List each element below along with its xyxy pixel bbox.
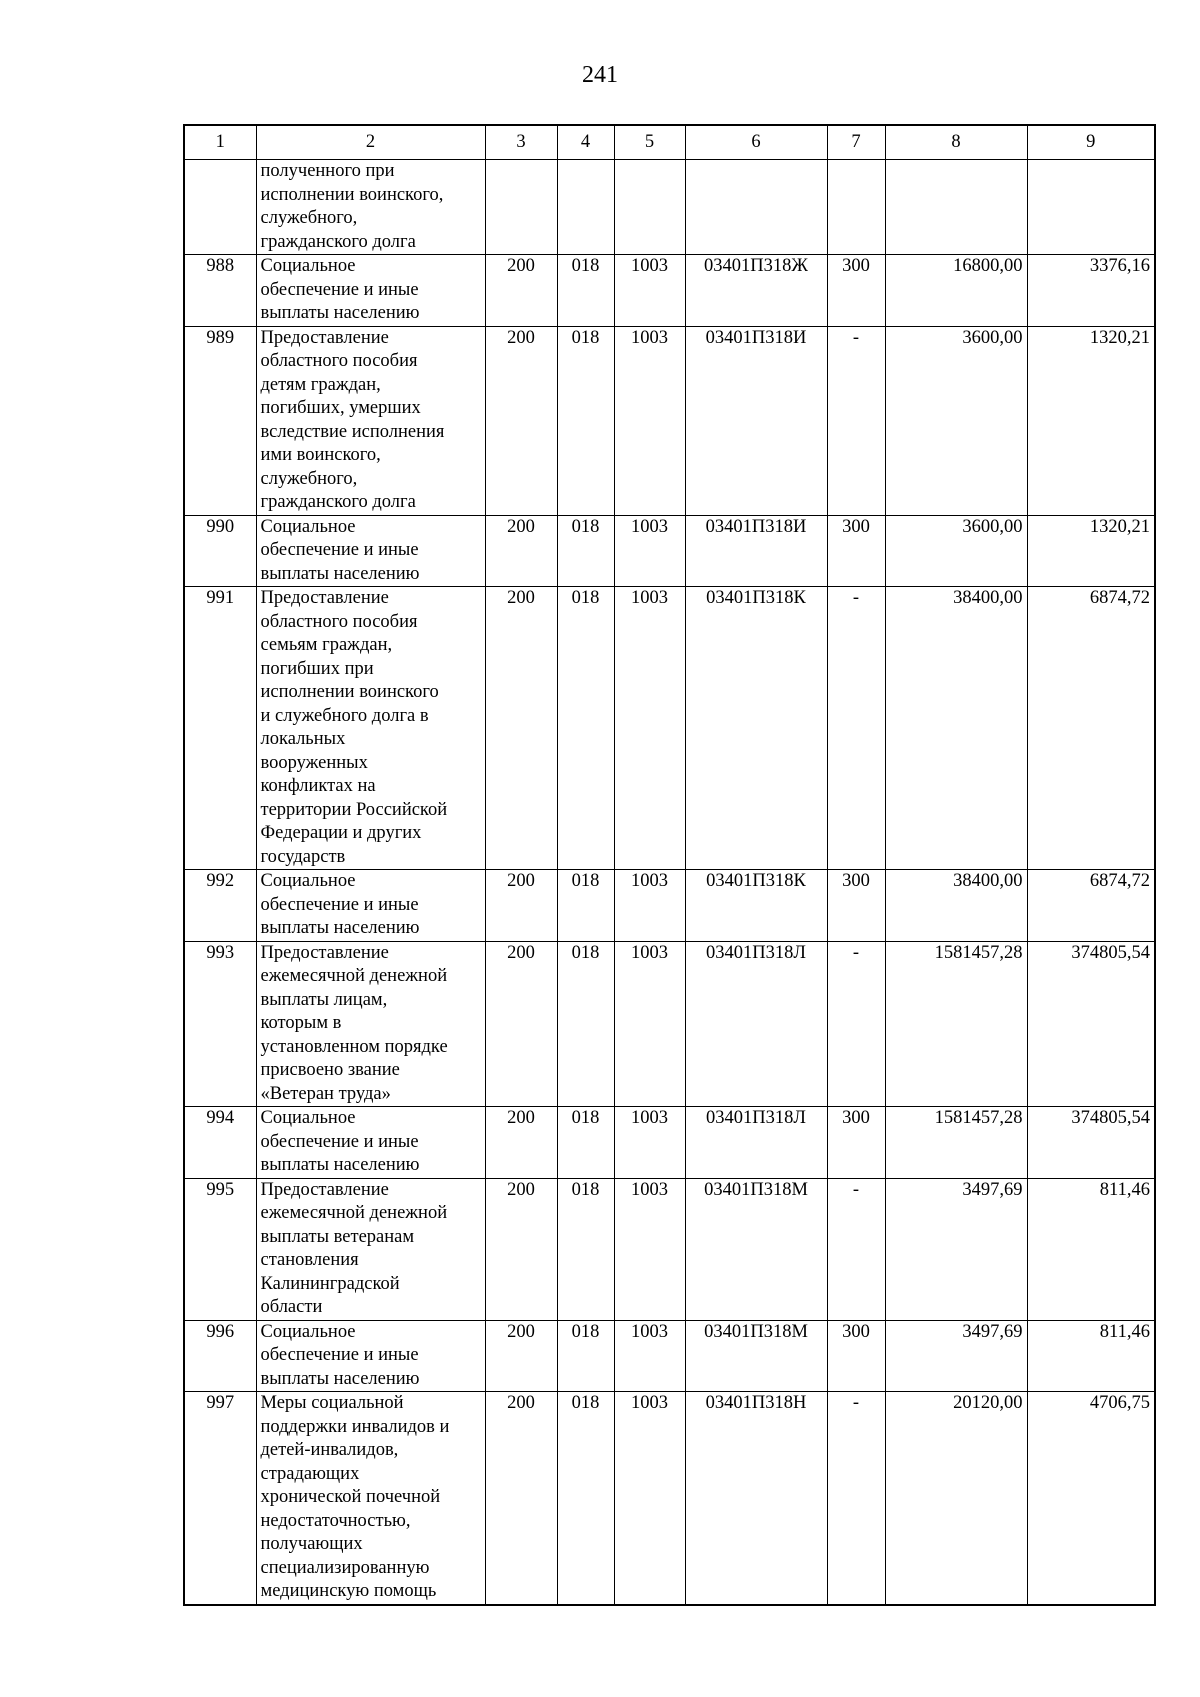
cell-target-code: 03401П318И bbox=[685, 326, 827, 515]
description-line: семьям граждан, bbox=[260, 635, 393, 655]
cell-col3: 200 bbox=[485, 515, 557, 587]
description-line: Социальное bbox=[260, 1108, 356, 1128]
description-line: которым в bbox=[260, 1013, 342, 1033]
description-line: выплаты ветеранам bbox=[260, 1226, 415, 1247]
description-line: Социальное bbox=[260, 516, 356, 537]
cell-executed-amount: 3376,16 bbox=[1027, 255, 1155, 327]
cell-col7: 300 bbox=[827, 870, 885, 942]
table-header bbox=[184, 125, 1155, 160]
cell-col7: - bbox=[827, 941, 885, 1107]
description-line: выплаты населению bbox=[260, 918, 420, 938]
cell-executed-amount: 1320,21 bbox=[1027, 515, 1155, 587]
description-line: погибших при bbox=[260, 658, 374, 679]
table-row bbox=[184, 326, 1155, 515]
cell-col4: 018 bbox=[557, 941, 614, 1107]
cell-col4: 018 bbox=[557, 587, 614, 870]
row-description bbox=[256, 1320, 485, 1392]
cell-col3: 200 bbox=[485, 1320, 557, 1392]
budget-table bbox=[183, 124, 1156, 1606]
description-line: обеспечение и иные bbox=[260, 540, 419, 560]
description-line: локальных bbox=[260, 729, 346, 749]
cell-executed-amount: 1320,21 bbox=[1027, 326, 1155, 515]
row-description bbox=[256, 870, 485, 942]
cell-col3: 200 bbox=[485, 255, 557, 327]
description-line: присвоено звание bbox=[260, 1060, 400, 1080]
description-line: специализированную bbox=[260, 1557, 430, 1578]
description-line: получающих bbox=[260, 1534, 363, 1554]
row-description bbox=[256, 1107, 485, 1179]
table-body bbox=[184, 160, 1155, 1605]
table-row bbox=[184, 870, 1155, 942]
cell-col3: 200 bbox=[485, 1392, 557, 1605]
cell-col7: - bbox=[827, 326, 885, 515]
description-line: областного пособия bbox=[260, 611, 418, 632]
cell-plan-amount: 38400,00 bbox=[885, 587, 1027, 870]
row-number: 990 bbox=[184, 515, 256, 587]
cell-col5: 1003 bbox=[614, 1320, 685, 1392]
column-header-7: 7 bbox=[827, 125, 885, 160]
description-line: недостаточностью, bbox=[260, 1510, 411, 1531]
description-line: и служебного долга в bbox=[260, 705, 429, 726]
cell-col5 bbox=[614, 160, 685, 255]
cell-target-code: 03401П318Л bbox=[685, 941, 827, 1107]
description-line: выплаты населению bbox=[260, 1368, 420, 1389]
row-number: 994 bbox=[184, 1107, 256, 1179]
cell-target-code: 03401П318К bbox=[685, 870, 827, 942]
cell-target-code: 03401П318К bbox=[685, 587, 827, 870]
row-description bbox=[256, 515, 485, 587]
cell-plan-amount: 20120,00 bbox=[885, 1392, 1027, 1605]
table-row bbox=[184, 255, 1155, 327]
row-description bbox=[256, 160, 485, 255]
cell-plan-amount: 16800,00 bbox=[885, 255, 1027, 327]
description-line: Калининградской bbox=[260, 1273, 400, 1294]
cell-col7: 300 bbox=[827, 515, 885, 587]
cell-col4: 018 bbox=[557, 515, 614, 587]
cell-col4: 018 bbox=[557, 326, 614, 515]
table-row bbox=[184, 515, 1155, 587]
cell-target-code: 03401П318Ж bbox=[685, 255, 827, 327]
cell-col7: - bbox=[827, 587, 885, 870]
cell-col5: 1003 bbox=[614, 515, 685, 587]
row-number: 989 bbox=[184, 326, 256, 515]
description-line: страдающих bbox=[260, 1463, 360, 1484]
cell-plan-amount: 3600,00 bbox=[885, 326, 1027, 515]
description-line: хронической почечной bbox=[260, 1487, 441, 1507]
column-header-4: 4 bbox=[557, 125, 614, 160]
cell-plan-amount: 3497,69 bbox=[885, 1178, 1027, 1320]
column-header-1: 1 bbox=[184, 125, 256, 160]
description-line: вследствие исполнения bbox=[260, 421, 445, 442]
row-number: 988 bbox=[184, 255, 256, 327]
description-line: территории Российской bbox=[260, 799, 448, 820]
cell-executed-amount: 4706,75 bbox=[1027, 1392, 1155, 1605]
description-line: исполнении воинского bbox=[260, 682, 439, 702]
cell-col5: 1003 bbox=[614, 941, 685, 1107]
column-header-3: 3 bbox=[485, 125, 557, 160]
cell-target-code: 03401П318И bbox=[685, 515, 827, 587]
cell-col4: 018 bbox=[557, 1107, 614, 1179]
description-line: обеспечение и иные bbox=[260, 894, 419, 915]
cell-target-code bbox=[685, 160, 827, 255]
description-line: Социальное bbox=[260, 871, 356, 891]
description-line: вооруженных bbox=[260, 752, 368, 773]
cell-col5: 1003 bbox=[614, 1392, 685, 1605]
cell-plan-amount: 38400,00 bbox=[885, 870, 1027, 942]
description-line: «Ветеран труда» bbox=[260, 1083, 391, 1104]
cell-col5: 1003 bbox=[614, 1178, 685, 1320]
description-line: поддержки инвалидов и bbox=[260, 1416, 450, 1437]
description-line: выплаты населению bbox=[260, 1155, 420, 1175]
description-line: обеспечение и иные bbox=[260, 1131, 419, 1152]
row-number: 996 bbox=[184, 1320, 256, 1392]
cell-plan-amount: 1581457,28 bbox=[885, 1107, 1027, 1179]
cell-executed-amount: 374805,54 bbox=[1027, 941, 1155, 1107]
description-line: ими воинского, bbox=[260, 445, 381, 465]
table-row bbox=[184, 941, 1155, 1107]
description-line: Предоставление bbox=[260, 1179, 389, 1200]
row-number bbox=[184, 160, 256, 255]
cell-col7: - bbox=[827, 1392, 885, 1605]
row-description bbox=[256, 326, 485, 515]
description-line: областного пособия bbox=[260, 351, 418, 371]
cell-executed-amount: 811,46 bbox=[1027, 1178, 1155, 1320]
table-row bbox=[184, 587, 1155, 870]
table-row bbox=[184, 1392, 1155, 1605]
cell-plan-amount: 1581457,28 bbox=[885, 941, 1027, 1107]
description-line: Социальное bbox=[260, 1321, 356, 1342]
page-number: 241 bbox=[582, 62, 618, 88]
description-line: служебного, bbox=[260, 208, 358, 228]
description-line: исполнении воинского, bbox=[260, 184, 444, 205]
row-number: 992 bbox=[184, 870, 256, 942]
description-line: становления bbox=[260, 1250, 359, 1270]
cell-executed-amount bbox=[1027, 160, 1155, 255]
row-description bbox=[256, 1392, 485, 1605]
description-line: государств bbox=[260, 846, 346, 867]
description-line: детей-инвалидов, bbox=[260, 1440, 399, 1460]
description-line: Меры социальной bbox=[260, 1393, 404, 1413]
cell-plan-amount bbox=[885, 160, 1027, 255]
column-header-9: 9 bbox=[1027, 125, 1155, 160]
row-number: 995 bbox=[184, 1178, 256, 1320]
description-line: конфликтах на bbox=[260, 776, 376, 796]
row-number: 997 bbox=[184, 1392, 256, 1605]
cell-col3: 200 bbox=[485, 326, 557, 515]
row-description bbox=[256, 587, 485, 870]
column-header-8: 8 bbox=[885, 125, 1027, 160]
description-line: Федерации и других bbox=[260, 823, 422, 843]
cell-col3: 200 bbox=[485, 1178, 557, 1320]
description-line: медицинскую помощь bbox=[260, 1581, 437, 1601]
cell-col3: 200 bbox=[485, 1107, 557, 1179]
cell-target-code: 03401П318Н bbox=[685, 1392, 827, 1605]
description-line: Предоставление bbox=[260, 588, 389, 608]
description-line: выплаты населению bbox=[260, 563, 420, 584]
cell-col5: 1003 bbox=[614, 326, 685, 515]
cell-plan-amount: 3497,69 bbox=[885, 1320, 1027, 1392]
description-line: ежемесячной денежной bbox=[260, 1203, 448, 1223]
table-row bbox=[184, 1320, 1155, 1392]
cell-col4: 018 bbox=[557, 1178, 614, 1320]
cell-col7: 300 bbox=[827, 255, 885, 327]
cell-executed-amount: 6874,72 bbox=[1027, 870, 1155, 942]
row-number: 993 bbox=[184, 941, 256, 1107]
row-description bbox=[256, 255, 485, 327]
table-row bbox=[184, 1178, 1155, 1320]
table-row bbox=[184, 1107, 1155, 1179]
description-line: гражданского долга bbox=[260, 492, 416, 512]
description-line: обеспечение и иные bbox=[260, 279, 419, 300]
description-line: Предоставление bbox=[260, 327, 389, 348]
column-header-5: 5 bbox=[614, 125, 685, 160]
cell-col4: 018 bbox=[557, 870, 614, 942]
description-line: Социальное bbox=[260, 256, 356, 276]
description-line: служебного, bbox=[260, 468, 358, 489]
cell-col5: 1003 bbox=[614, 1107, 685, 1179]
description-line: выплаты лицам, bbox=[260, 989, 388, 1010]
description-line: установленном порядке bbox=[260, 1036, 448, 1057]
column-header-2: 2 bbox=[256, 125, 485, 160]
table-row bbox=[184, 160, 1155, 255]
cell-executed-amount: 6874,72 bbox=[1027, 587, 1155, 870]
description-line: ежемесячной денежной bbox=[260, 966, 448, 986]
cell-col3: 200 bbox=[485, 587, 557, 870]
column-header-6: 6 bbox=[685, 125, 827, 160]
cell-col7: - bbox=[827, 1178, 885, 1320]
description-line: погибших, умерших bbox=[260, 398, 421, 418]
description-line: гражданского долга bbox=[260, 231, 416, 252]
cell-target-code: 03401П318М bbox=[685, 1178, 827, 1320]
cell-col3: 200 bbox=[485, 941, 557, 1107]
cell-target-code: 03401П318Л bbox=[685, 1107, 827, 1179]
cell-col7: 300 bbox=[827, 1320, 885, 1392]
description-line: полученного при bbox=[260, 161, 395, 181]
cell-executed-amount: 811,46 bbox=[1027, 1320, 1155, 1392]
cell-col4: 018 bbox=[557, 255, 614, 327]
cell-col7: 300 bbox=[827, 1107, 885, 1179]
cell-col4: 018 bbox=[557, 1392, 614, 1605]
cell-col4 bbox=[557, 160, 614, 255]
cell-plan-amount: 3600,00 bbox=[885, 515, 1027, 587]
description-line: выплаты населению bbox=[260, 303, 420, 323]
header-row bbox=[184, 125, 1155, 160]
cell-col7 bbox=[827, 160, 885, 255]
cell-col5: 1003 bbox=[614, 870, 685, 942]
cell-col3 bbox=[485, 160, 557, 255]
cell-col5: 1003 bbox=[614, 587, 685, 870]
cell-executed-amount: 374805,54 bbox=[1027, 1107, 1155, 1179]
description-line: Предоставление bbox=[260, 942, 389, 963]
cell-col4: 018 bbox=[557, 1320, 614, 1392]
description-line: области bbox=[260, 1297, 323, 1317]
cell-target-code: 03401П318М bbox=[685, 1320, 827, 1392]
row-description bbox=[256, 1178, 485, 1320]
cell-col5: 1003 bbox=[614, 255, 685, 327]
description-line: детям граждан, bbox=[260, 374, 381, 395]
description-line: обеспечение и иные bbox=[260, 1345, 419, 1365]
row-description bbox=[256, 941, 485, 1107]
cell-col3: 200 bbox=[485, 870, 557, 942]
row-number: 991 bbox=[184, 587, 256, 870]
